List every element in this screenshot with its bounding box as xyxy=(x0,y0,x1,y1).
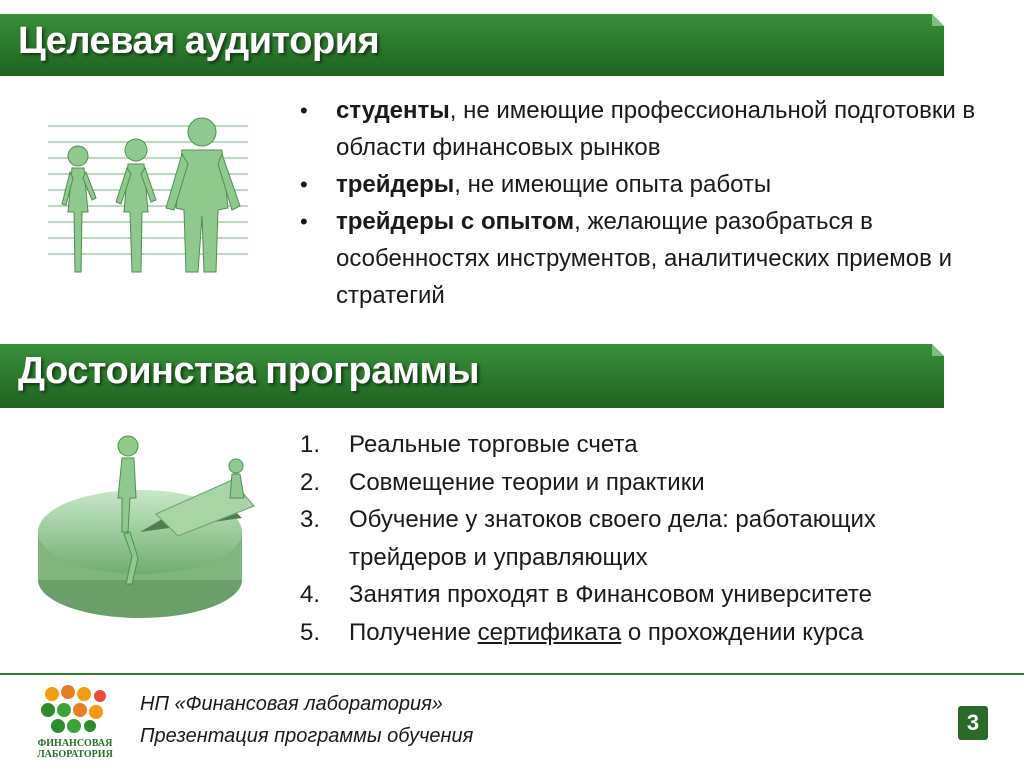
section-title: Целевая аудитория xyxy=(18,20,380,62)
item-text-pre: Получение xyxy=(349,618,478,646)
list-item xyxy=(300,464,1000,502)
item-text: , желающие разобраться в особенностях инструментов, аналитических приемов и стратегий xyxy=(336,208,952,309)
list-item xyxy=(300,166,1000,203)
item-bold: студенты xyxy=(336,97,450,124)
section-title: Достоинства программы xyxy=(18,350,480,392)
item-number: 3. xyxy=(300,506,321,533)
list-item xyxy=(300,501,1000,576)
footer-org-name: НП «Финансовая лаборатория» xyxy=(140,693,443,715)
advantages-list xyxy=(300,426,1000,651)
item-text: Обучение у знатоков своего дела: работающих трейдеров и управляющих xyxy=(349,506,876,571)
item-number: 5. xyxy=(300,618,321,646)
pie-chart-figures-image xyxy=(36,428,262,624)
list-item xyxy=(300,92,1000,166)
item-text: , не имеющие профессиональной подготовки в области финансовых рынков xyxy=(336,97,976,161)
list-item xyxy=(300,203,1000,314)
item-bold: трейдеры xyxy=(336,171,455,198)
list-item xyxy=(300,576,1000,614)
page-number: 3 xyxy=(958,706,988,740)
height-comparison-figures-image xyxy=(42,112,254,278)
item-bold: трейдеры с опытом xyxy=(336,208,575,235)
item-number: 1. xyxy=(300,431,321,458)
bullet-icon: • xyxy=(300,98,308,123)
bullet-icon: • xyxy=(300,209,308,234)
footer-subtitle: Презентация программы обучения xyxy=(140,725,474,747)
certificate-link[interactable]: сертификата xyxy=(477,618,622,646)
list-item xyxy=(300,614,1000,652)
list-item xyxy=(300,426,1000,464)
bullet-icon: • xyxy=(300,172,308,197)
item-text: Реальные торговые счета xyxy=(349,431,638,458)
section-banner-advantages xyxy=(0,342,946,408)
item-text: , не имеющие опыта работы xyxy=(454,171,772,198)
item-number: 4. xyxy=(300,581,321,608)
item-number: 2. xyxy=(300,468,321,496)
audience-list xyxy=(300,92,1000,314)
section-banner-audience xyxy=(0,12,946,78)
item-text: Совмещение теории и практики xyxy=(349,468,705,496)
logo-text-line: ФИНАНСОВАЯ xyxy=(37,738,113,749)
item-text: Занятия проходят в Финансовом университете xyxy=(349,581,872,608)
footer-divider xyxy=(0,673,1024,675)
logo-dots-icon xyxy=(40,684,110,736)
logo-caption xyxy=(30,738,120,760)
item-text-post: о прохождении курса xyxy=(621,618,864,646)
logo-text-line: ЛАБОРАТОРИЯ xyxy=(37,749,113,760)
